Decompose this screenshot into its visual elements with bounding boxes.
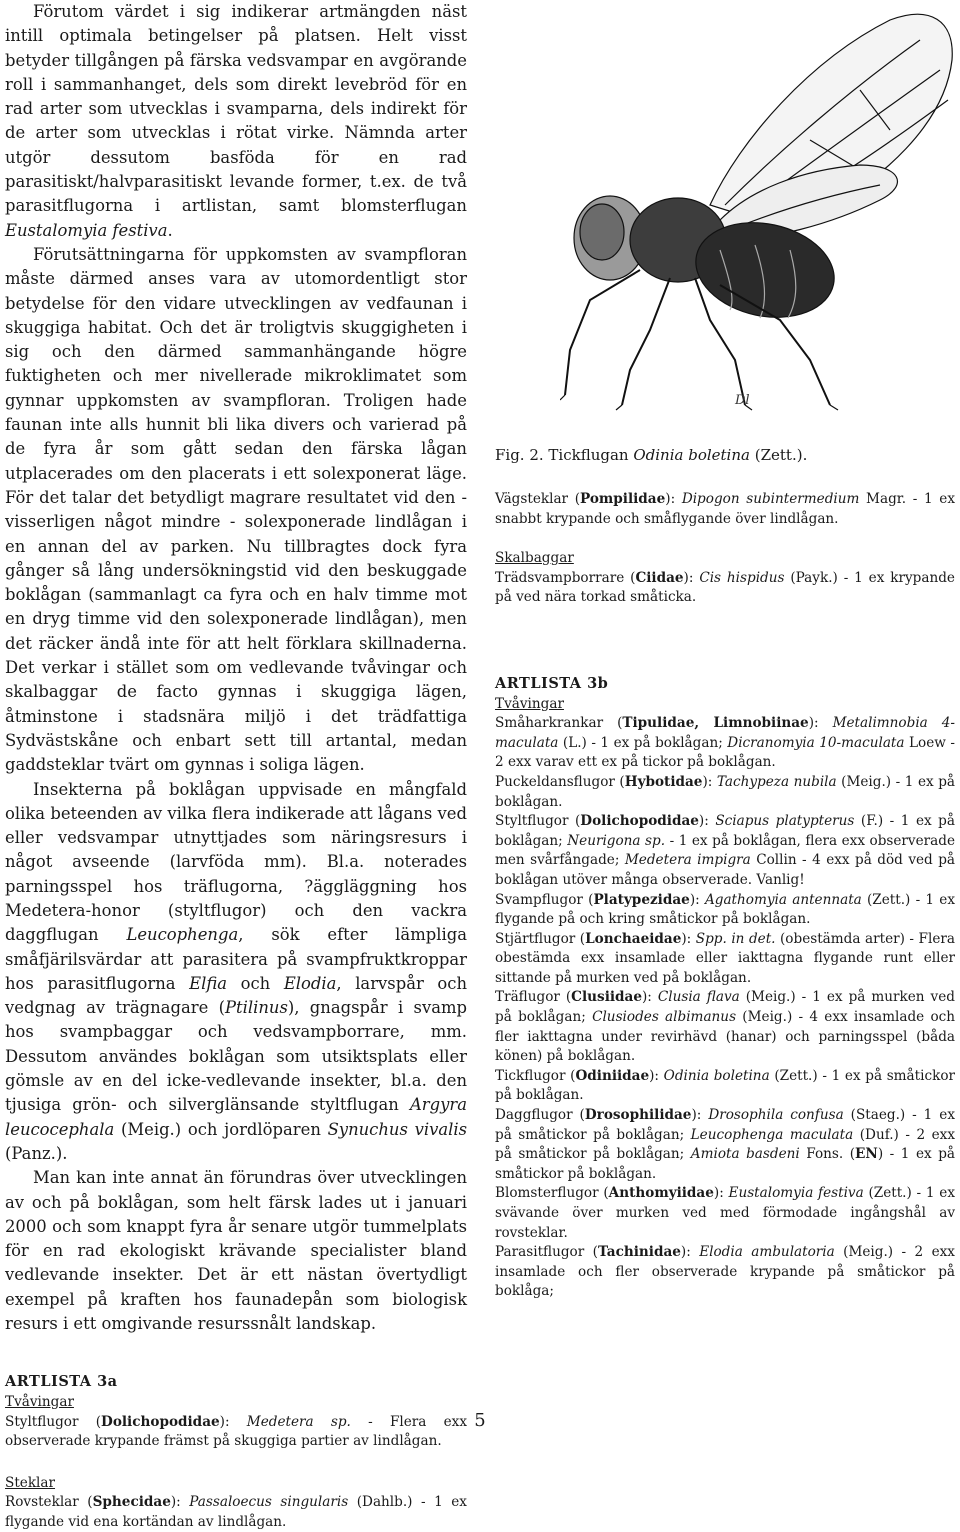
species-run: Sphecidae (92, 1494, 171, 1511)
species-run: Eustalomyia festiva (728, 1185, 864, 1202)
species-entry (495, 988, 955, 1066)
species-run: Puckeldansflugor ( (495, 773, 625, 790)
artist-signature: Dl (735, 393, 750, 408)
body-paragraph (5, 243, 467, 778)
species-run: Pompilidae (580, 491, 666, 507)
species-run: ): (649, 1067, 664, 1084)
species-run: Stjärtflugor ( (495, 930, 586, 947)
species-run: - Flera exx observerade krypande främst på skuggiga partier av lindlågan. (5, 1413, 467, 1450)
species-entry (5, 1493, 467, 1532)
species-run: Elodia ambulatoria (699, 1244, 835, 1261)
species-entry (495, 812, 955, 890)
species-run: (L.) - 1 ex på boklågan; (558, 734, 728, 751)
species-run: (Meig.) - 1 ex på murken ved på boklågan; (495, 989, 955, 1026)
right-column (495, 0, 955, 1302)
species-run: Collin - 4 exx på död ved på boklågan utöver många observerade. Vanlig! (495, 852, 956, 888)
group-heading: Steklar (5, 1474, 56, 1491)
species-run: EN (855, 1146, 878, 1163)
species-run: ): (683, 569, 700, 586)
species-run: Småharkrankar ( (495, 715, 623, 732)
species-run: ): (689, 891, 705, 908)
species-entry (495, 1067, 955, 1106)
species-run: Fons. ( (799, 1146, 856, 1163)
species-run: (Zett.) - 1 ex flygande på och kring småtickor på boklågan. (495, 891, 955, 928)
body-text-run: (Meig.) och jordlöparen (114, 1119, 328, 1139)
body-text-run: Leucophenga (126, 925, 239, 945)
species-run: Dipogon subintermedium (681, 491, 860, 507)
species-run: Rovsteklar ( (5, 1494, 93, 1511)
body-text-run: Insekterna på boklågan uppvisade en mångfald olika beteenden av vilka flera indikerade att lågans ved eller vedsvampar utnyttjades som näringsresurs i något avseende (larvföda mm). Bl.a. noterades parningsspel hos träflugorna, ?äggläggning hos Medetera-honor (styltflugor) och den vackra daggflugan (5, 779, 467, 945)
species-list-3a-continued (495, 490, 955, 608)
species-run: Cis hispidus (699, 569, 785, 586)
species-run: Vägsteklar ( (495, 491, 580, 507)
species-run: ): (219, 1413, 247, 1430)
list-title: ARTLISTA 3b (495, 674, 609, 692)
species-run: Trädsvampborrare ( (495, 569, 636, 586)
body-text-run: Ptilinus (225, 998, 288, 1018)
species-run: (Duf.) - 2 exx på småtickor på boklågan; (495, 1126, 955, 1163)
group-heading: Skalbaggar (495, 550, 574, 567)
group-heading: Tvåvingar (5, 1393, 74, 1410)
body-paragraph (5, 778, 467, 1167)
species-run: (Meig.) - 1 ex på boklågan. (495, 773, 955, 810)
species-run: Tachinidae (597, 1244, 681, 1261)
species-run: Medetera sp. (246, 1413, 351, 1430)
species-run: Passaloecus singularis (189, 1494, 349, 1511)
species-run: (Zett.) - 1 ex på småtickor på boklågan. (495, 1067, 956, 1104)
body-text-run: Synuchus vivalis (327, 1119, 467, 1139)
species-run: (Zett.) - 1 ex svävande över murken ved med förmodade ingångshål av rovsteklar. (495, 1185, 955, 1241)
species-run: Drosophilidae (584, 1107, 692, 1124)
species-run: ) - 1 ex på småtickor på boklågan. (495, 1146, 955, 1182)
species-run: (Meig.) - 4 exx insamlade och fler iakttagna under revirhävd (hanar) och parningsspel (båda könen) på boklågan. (495, 1009, 956, 1065)
species-run: Dolichopodidae (580, 813, 699, 830)
body-text-run: (Panz.). (5, 1143, 68, 1163)
species-run: Dicranomyia 10-maculata (727, 734, 905, 751)
species-run: Agathomyia antennata (704, 891, 862, 908)
species-run: Hybotidae (624, 773, 703, 790)
body-text (5, 0, 467, 1336)
caption-species: Odinia boletina (633, 446, 750, 464)
body-text-run: Argyra leucocephala (5, 1095, 467, 1139)
species-run: Ciidae (635, 569, 684, 586)
body-paragraph (5, 0, 467, 243)
body-text-run: Förutsättningarna för uppkomsten av svampfloran måste därmed anses vara av utomordentligt stor betydelse för den vidare utvecklingen av vedfaunan i skuggiga habitat. Och det är troligtvis skuggigheten i sig och den därmed sammanhängande högre fuktigheten och mer nivellerade mikroklimatet som gynnar uppkomsten av svampfloran. Troligen hade faunan inte alls hunnit bli lika divers och varierad på de fyra år som gått sedan den färska lågan utplacerades om den placerats i ett solexponerat läge. För det talar det betydligt magrare resultatet vid den - visserligen något mindre - solexponerade lindlågan i en annan del av parken. Nu tillbragtes dock fyra gånger så lång undersökningstid vid den beskuggade boklågan (sammanlagt ca fyra och en halv timme mot en dryg timme vid den solexponerade lindlågan), men det räcker ändå inte för att helt förklara skillnaderna. Det verkar i stället som om vedlevande tvåvingar och skalbaggar de facto gynnas i skuggiga lägen, åtminstone i stadsnära miljö i det trädfattiga Sydvästskåne och enbart sett till artantal, medan gaddsteklar tvärt om gynnas i soliga lägen. (5, 244, 467, 775)
species-run: Neurigona sp. (567, 832, 666, 849)
species-run: ): (713, 1185, 729, 1202)
species-run: Metalimnobia 4-maculata (495, 715, 955, 751)
species-run: Tickflugor ( (495, 1067, 576, 1084)
species-run: Loew - 2 exx varav ett ex på tickor på boklågan. (495, 734, 955, 771)
species-run: Styltflugor ( (495, 813, 581, 830)
species-run: ): (665, 491, 682, 507)
page-number: 5 (474, 1410, 486, 1431)
species-entry (495, 569, 955, 608)
species-entry (495, 1184, 955, 1243)
species-run: ): (702, 773, 717, 790)
species-run: ): (641, 989, 658, 1006)
species-run: Tachypeza nubila (716, 773, 837, 790)
species-run: (Meig.) - 2 exx insamlade och fler observerade krypande på småtickor på boklåga; (495, 1244, 955, 1300)
species-run: Svampflugor ( (495, 891, 594, 908)
species-run: ): (680, 1244, 700, 1261)
body-text-run: Elfia (189, 973, 228, 993)
body-text-run: och (227, 973, 284, 993)
species-run: Leucophenga maculata (690, 1126, 854, 1143)
species-run: Dolichopodidae (101, 1413, 220, 1430)
species-run: Platypezidae (593, 891, 690, 908)
species-run: Styltflugor ( (5, 1413, 102, 1430)
species-run: Odinia boletina (663, 1067, 770, 1084)
species-run: Tipulidae, Limnobiinae (622, 715, 809, 732)
species-entry (495, 891, 955, 930)
species-run: (obestämda arter) - Flera obestämda exx insamlade eller iakttagna flygande runt eller sittande på murken ved på boklågan. (495, 930, 955, 986)
species-run: (Staeg.) - 1 ex på småtickor på boklågan; (495, 1107, 955, 1143)
species-list-3a (5, 1372, 467, 1532)
species-run: Parasitflugor ( (495, 1244, 598, 1261)
species-run: Magr. - 1 ex snabbt krypande och småflygande över lindlågan. (495, 491, 955, 527)
species-run: Odiniidae (575, 1067, 650, 1084)
species-run: Clusiidae (571, 989, 642, 1006)
body-paragraph (5, 1166, 467, 1336)
species-run: Drosophila confusa (708, 1107, 844, 1124)
caption-text: Tickflugan (543, 446, 634, 464)
body-text-run: Eustalomyia festiva (5, 220, 168, 240)
species-list-3b (495, 674, 955, 1302)
body-text-run: , sök efter lämpliga småfjärilsvärdar att parasitera på svampfruktkroppar hos parasitflugorna (5, 925, 467, 993)
species-entry (495, 714, 955, 773)
species-run: Clusiodes albimanus (592, 1009, 737, 1026)
species-run: Träflugor ( (495, 989, 572, 1006)
species-run: (Payk.) - 1 ex krypande på ved nära torkad småticka. (495, 569, 955, 606)
body-text-run: Förutom värdet i sig indikerar artmängden näst intill optimala betingelser på platsen. Helt visst betyder tillgången på färska vedsvampar en avgörande roll i sammanhanget, dels som direkt levebröd för en rad arter som utvecklas i svamparna, dels indirekt för de arter som utvecklas i rötat virke. Nämnda arter utgör dessutom basföda för en rad parasitiskt/halvparasitiskt levande former, t.ex. de två parasitflugorna i artlistan, samt blomsterflugan (5, 2, 467, 216)
species-run: Amiota basdeni (690, 1146, 800, 1163)
group-heading: Tvåvingar (495, 695, 564, 712)
body-text-run: , larvspår och vedgnag av trägnagare ( (5, 973, 467, 1018)
species-run: Sciapus platypterus (715, 813, 855, 830)
species-run: ): (691, 1107, 709, 1124)
species-entry (495, 490, 955, 529)
species-run: Daggflugor ( (495, 1107, 585, 1124)
list-title: ARTLISTA 3a (5, 1373, 118, 1391)
species-entry (495, 1243, 955, 1302)
body-text-run: ), gnagspår i svamp hos svampbaggar och vedsvampborrare, mm. Dessutom användes boklågan som utsiktsplats eller gömsle av en del icke-vedlevande insekter, bl.a. den tjusiga grön- och silverglänsande styltflugan (5, 998, 468, 1115)
species-entry (495, 1106, 955, 1184)
species-run: - 1 ex på boklågan, flera exx observerade men svårfångade; (495, 832, 956, 869)
species-run: Medetera impigra (624, 852, 751, 869)
species-run: ): (681, 930, 696, 947)
left-column (5, 0, 467, 1532)
species-entry (495, 930, 955, 989)
species-run: Blomsterflugor ( (495, 1185, 609, 1202)
species-run: (Dahlb.) - 1 ex flygande vid ena kortändan av lindlågan. (5, 1494, 467, 1530)
species-run: Lonchaeidae (585, 930, 682, 947)
species-run: ): (170, 1494, 190, 1511)
species-run: Anthomyiidae (608, 1185, 714, 1202)
body-text-run: Man kan inte annat än förundras över utvecklingen av och på boklågan, som helt färsk lades ut i januari 2000 och som knappt fyra år senare utgör tummelplats för en rad ekologiskt krävande specialister bland vedlevande insekter. Det är ett nästan övertydligt exempel på kraften hos faunadepån som biologisk resurs i ett omgivande resurssnålt landskap. (5, 1168, 467, 1334)
species-run: Clusia flava (657, 989, 740, 1006)
species-run: (F.) - 1 ex på boklågan; (495, 813, 955, 849)
species-run: ): (698, 813, 716, 830)
species-entry (495, 773, 955, 812)
caption-prefix: Fig. 2. (495, 446, 544, 464)
species-run: Spp. in det. (695, 930, 776, 947)
caption-author: (Zett.). (749, 446, 808, 464)
body-text-run: Elodia (283, 973, 337, 993)
body-text-run: . (167, 220, 173, 240)
species-run: ): (808, 715, 833, 732)
